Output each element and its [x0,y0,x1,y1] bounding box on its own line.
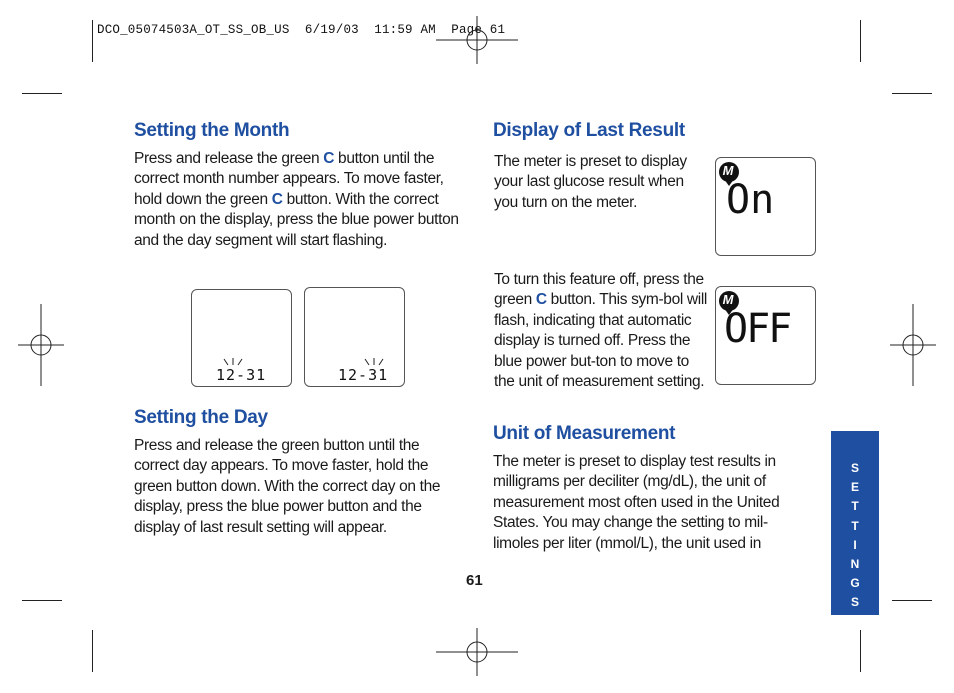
side-tab-letter: N [850,557,860,572]
side-tab-letter: I [853,537,857,552]
memory-badge-letter: M [722,163,734,178]
crop-mark [860,630,861,672]
heading-unit-of-measurement: Unit of Measurement [493,423,676,444]
lcd-display-off [715,286,816,385]
side-tab-letter: S [850,461,859,475]
memory-badge-letter: M [722,292,734,307]
heading-setting-month: Setting the Month [134,120,290,141]
paragraph-last-result-off [494,270,712,392]
side-tab-letter: T [851,518,859,533]
heading-setting-day: Setting the Day [134,407,268,428]
paragraph-setting-month [134,149,462,251]
side-tab-letter: G [850,576,860,591]
lcd-readout-on: On [726,177,775,223]
crop-mark [860,20,861,62]
crop-mark [22,600,62,601]
lcd-display-on [715,157,816,256]
registration-mark-left-icon [18,304,64,386]
paragraph-last-result-preset: The meter is preset to display your last glucose result when you turn on the meter. [494,153,687,211]
side-tab-label [831,459,879,613]
lcd-display-day-flashing [304,287,405,387]
registration-mark-right-icon [890,304,936,386]
registration-mark-top-icon [436,16,518,64]
lcd-readout-day: 12-31 [338,366,389,384]
side-tab-letter: E [850,480,859,495]
c-button-label: C [535,291,547,309]
crop-mark [22,93,62,94]
text: Press and release the green [134,150,324,167]
heading-display-last-result: Display of Last Result [493,120,685,141]
paragraph-unit-of-measurement: The meter is preset to display test results in milligrams per deciliter (mg/dL), the unit of measurement most often used in the United States. You may change the setting to mil-limoles per liter (mmol/L), the unit used in [493,453,780,552]
side-tab-letter: T [851,499,859,514]
page-number: 61 [466,572,483,589]
text: button until the correct month number appears. To move faster, hold down the green [134,150,444,208]
crop-mark [892,93,932,94]
paragraph-setting-day: Press and release the green button until the correct day appears. To move faster, hold the green button down. With the correct day on the display, press the blue power button and the display of last result setting will appear. [134,437,441,536]
text: button. With the correct month on the display, press the blue power button and the day segment will start flashing. [134,190,459,249]
print-header: DCO_05074503A_OT_SS_OB_US 6/19/03 11:59 AM Page 61 [97,23,506,37]
crop-mark [92,630,93,672]
side-tab-letter: S [850,595,859,610]
c-button-label: C [323,150,335,167]
section-side-tab [831,431,879,615]
lcd-readout-off: OFF [724,306,791,352]
registration-mark-bottom-icon [436,628,518,676]
crop-mark [92,20,93,62]
crop-mark [892,600,932,601]
lcd-readout-month: 12-31 [216,366,267,384]
lcd-display-month-flashing [191,289,292,387]
c-button-label: C [271,190,283,208]
text: To turn this feature off, press the green [494,271,704,309]
text: button. This sym-bol will flash, indicating that automatic display is turned off. Press the blue power but-ton to move to the unit of measurement setting. [494,291,708,391]
